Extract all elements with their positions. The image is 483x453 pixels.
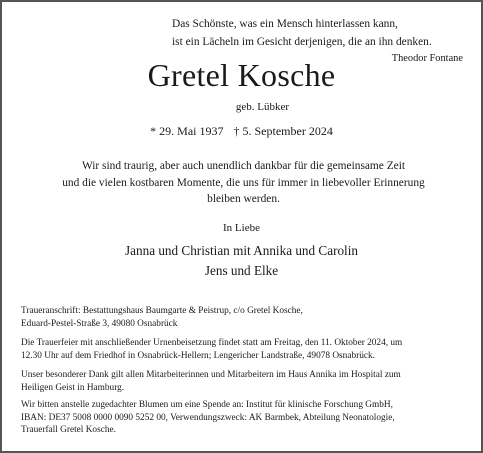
death-date: † 5. September 2024 [233,124,333,138]
address-note [21,305,469,330]
in-love-intro: In Liebe [223,222,260,234]
deceased-name: Gretel Kosche [147,57,336,93]
mourner-line: Janna und Christian mit Annika und Carolin [125,243,358,258]
mourner-line: Jens und Elke [204,262,279,278]
quote-line: Das Schönste, was ein Mensch hinterlassen kann, [172,18,398,30]
message-line: Wir sind traurig, aber auch unendlich dankbar für die gemeinsame Zeit [81,160,406,172]
mourners [2,241,481,280]
message-line: bleiben werden. [207,193,280,205]
quote-author: Theodor Fontane [391,53,463,64]
note-line: 12.30 Uhr auf dem Friedhof in Osnabrück-Hellern; Lengericher Landstraße, 49078 Osnabrück. [21,350,375,361]
note-line: Eduard-Pestel-Straße 3, 49080 Osnabrück [21,318,178,329]
ceremony-note [21,337,469,362]
note-line: Traueranschrift: Bestattungshaus Baumgarte & Peistrup, c/o Gretel Kosche, [21,306,303,316]
donation-note [21,399,469,437]
note-line: Wir bitten anstelle zugedachter Blumen um eine Spende an: Institut für klinische Forschung GmbH, [21,400,393,410]
note-line: Unser besonderer Dank gilt allen Mitarbeiterinnen und Mitarbeitern im Haus Annika im Hospital zum [21,370,401,380]
note-line: IBAN: DE37 5008 0000 0090 5252 00, Verwendungszweck: AK Barmbek, Abteilung Neonatologie, [21,412,395,423]
note-line: Die Trauerfeier mit anschließender Urnenbeisetzung findet statt am Freitag, den 11. Oktober 2024, um [21,338,403,348]
quote [172,15,472,51]
maiden-name: geb. Lübker [235,101,290,113]
note-line: Trauerfall Gretel Kosche. [21,425,116,436]
quote-line: ist ein Lächeln im Gesicht derjenigen, die an ihn denken. [172,36,432,48]
life-dates [2,124,481,139]
mourning-message [22,158,465,208]
message-line: und die vielen kostbaren Momente, die uns für immer in liebevoller Erinnerung [62,176,425,189]
note-line: Heiligen Geist in Hamburg. [21,382,125,393]
birth-date: * 29. Mai 1937 [150,124,224,138]
thanks-note [21,369,469,394]
